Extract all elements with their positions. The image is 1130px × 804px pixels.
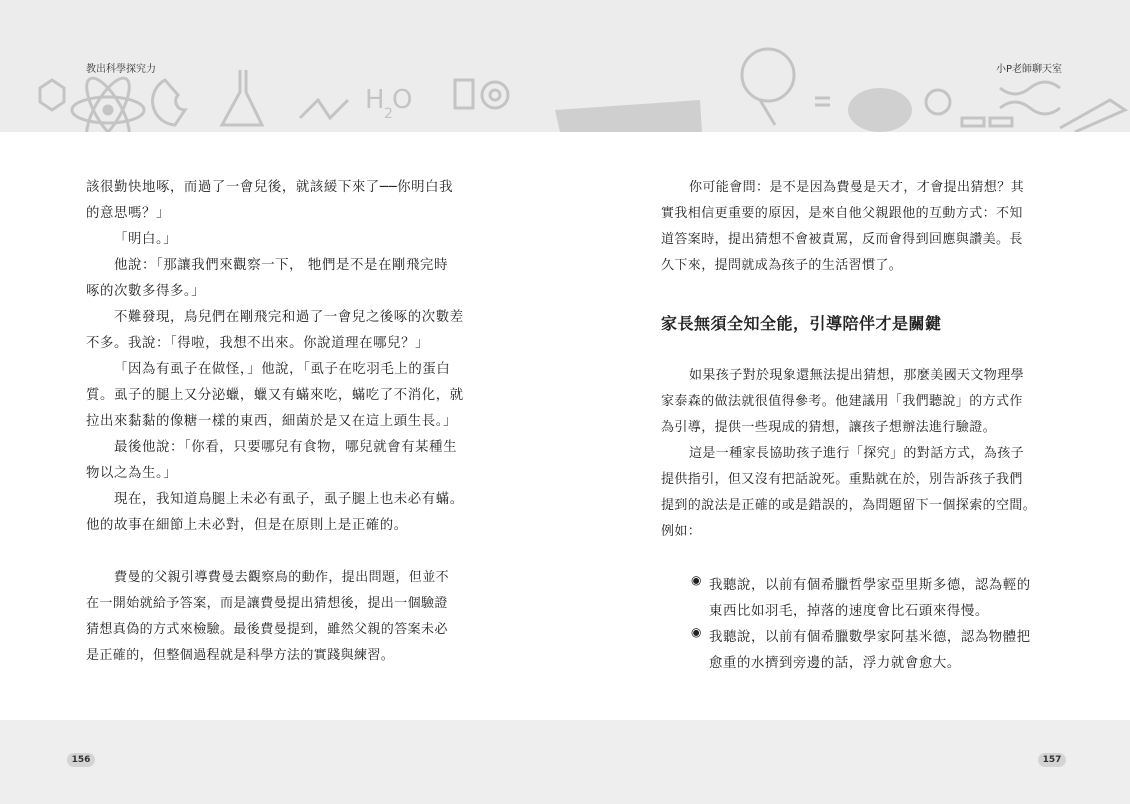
text-line: 該很勤快地啄，而過了一會兒後，就該緩下來了──你明白我 xyxy=(86,180,454,195)
running-title-left: 教出科學探究力 xyxy=(86,64,156,75)
text-line: 這是一種家長協助孩子進行「探究」的對話方式，為孩子 xyxy=(689,446,1025,461)
left-page-body xyxy=(86,175,478,669)
text-line: 提供指引，但又沒有把話說死。重點就在於，別告訴孩子我們 xyxy=(661,472,1023,487)
dna-icon xyxy=(1000,82,1060,114)
text-line: 物以之為生。」 xyxy=(86,466,178,481)
bullet-text: 我聽說，以前有個希臘數學家阿基米德，認為物體把 xyxy=(709,630,1031,645)
magnet-icon xyxy=(153,80,185,125)
footer-band xyxy=(0,720,1130,804)
battery-icon xyxy=(455,80,473,108)
section-heading: 家長無須全知全能，引導陪伴才是關鍵 xyxy=(661,314,942,333)
text-line: 提到的說法是正確的或是錯誤的，為問題留下一個探索的空間。 xyxy=(661,498,1037,513)
ruler-icon xyxy=(555,100,702,132)
flask-icon xyxy=(222,70,262,125)
bullet-text: 東西比如羽毛，掉落的速度會比石頭來得慢。 xyxy=(709,604,989,619)
hexagon-icon xyxy=(40,80,64,110)
text-line: 最後他說：「你看，只要哪兒有食物，哪兒就會有某種生 xyxy=(114,440,458,455)
text-line: 道答案時，提出猜想不會被責罵，反而會得到回應與讚美。長 xyxy=(661,232,1023,247)
text-line: 久下來，提問就成為孩子的生活習慣了。 xyxy=(661,258,903,273)
bullet-icon: ◉ xyxy=(691,625,702,639)
page-number-right: 157 xyxy=(1038,753,1066,767)
text-line: 不難發現，鳥兒們在剛飛完和過了一會兒之後啄的次數差 xyxy=(114,310,464,325)
text-line: 不多。我說：「得啦，我想不出來。你說道理在哪兒？」 xyxy=(86,336,430,351)
text-line: 「因為有虱子在做怪，」他說，「虱子在吃羽毛上的蛋白 xyxy=(114,362,451,377)
bullet-icon: ◉ xyxy=(691,573,702,587)
text-line: 家泰森的做法就很值得參考。他建議用「我們聽說」的方式作 xyxy=(661,394,1023,409)
text-line: 的意思嗎？」 xyxy=(86,206,170,221)
dial-icon xyxy=(482,82,508,108)
text-line: 如果孩子對於現象還無法提出猜想，那麼美國天文物理學 xyxy=(689,368,1025,383)
magnifier-icon xyxy=(926,90,950,114)
text-line: 你可能會問：是不是因為費曼是天才，才會提出猜想？其 xyxy=(689,180,1025,195)
science-doodles xyxy=(0,0,1130,132)
page-number-left: 156 xyxy=(67,753,95,767)
list-item xyxy=(661,625,1053,677)
text-line: 是正確的，但整個過程就是科學方法的實踐與練習。 xyxy=(86,648,395,663)
text-line: 例如： xyxy=(661,524,702,539)
right-page-body xyxy=(661,175,1053,677)
text-line: 他說：「那讓我們來觀察一下， 牠們是不是在剛飛完時 xyxy=(114,258,448,273)
list-item xyxy=(661,573,1053,625)
atom-icon xyxy=(72,72,144,132)
lightbulb-icon xyxy=(742,49,794,101)
molecule-icon xyxy=(300,100,348,118)
svg-text:O: O xyxy=(392,85,413,115)
header-band xyxy=(0,0,1130,132)
text-line: 費曼的父親引導費曼去觀察鳥的動作，提出問題，但並不 xyxy=(114,570,450,585)
text-line: 質。虱子的腿上又分泌蠟，蠟又有蟎來吃，蟎吃了不消化，就 xyxy=(86,388,464,403)
text-line: 實我相信更重要的原因，是來自他父親跟他的互動方式：不知 xyxy=(661,206,1023,221)
text-line: 啄的次數多得多。」 xyxy=(86,284,206,299)
text-line: 拉出來黏黏的像糖一樣的東西，細菌於是又在這上頭生長。」 xyxy=(86,414,458,429)
beaker-icon xyxy=(848,88,912,132)
running-title-right: 小P老師聊天室 xyxy=(995,64,1062,75)
test-tube-rack-icon xyxy=(1060,100,1125,132)
text-line: 猜想真偽的方式來檢驗。最後費曼提到，雖然父親的答案未必 xyxy=(86,622,448,637)
bullet-text: 我聽說，以前有個希臘哲學家亞里斯多德，認為輕的 xyxy=(709,578,1031,593)
text-line: 「明白。」 xyxy=(114,232,178,247)
text-line: 在一開始就給予答案，而是讓費曼提出猜想後，提出一個驗證 xyxy=(86,596,448,611)
text-line: 為引導，提供一些現成的猜想，讓孩子想辦法進行驗證。 xyxy=(661,420,997,435)
text-line: 現在，我知道鳥腿上未必有虱子，虱子腿上也未必有蟎。 xyxy=(114,492,464,507)
bullet-text: 愈重的水擠到旁邊的話，浮力就會愈大。 xyxy=(709,656,961,671)
svg-text:2: 2 xyxy=(384,106,393,122)
text-line: 他的故事在細節上未必對，但是在原則上是正確的。 xyxy=(86,518,408,533)
formula-text: H xyxy=(365,85,385,115)
